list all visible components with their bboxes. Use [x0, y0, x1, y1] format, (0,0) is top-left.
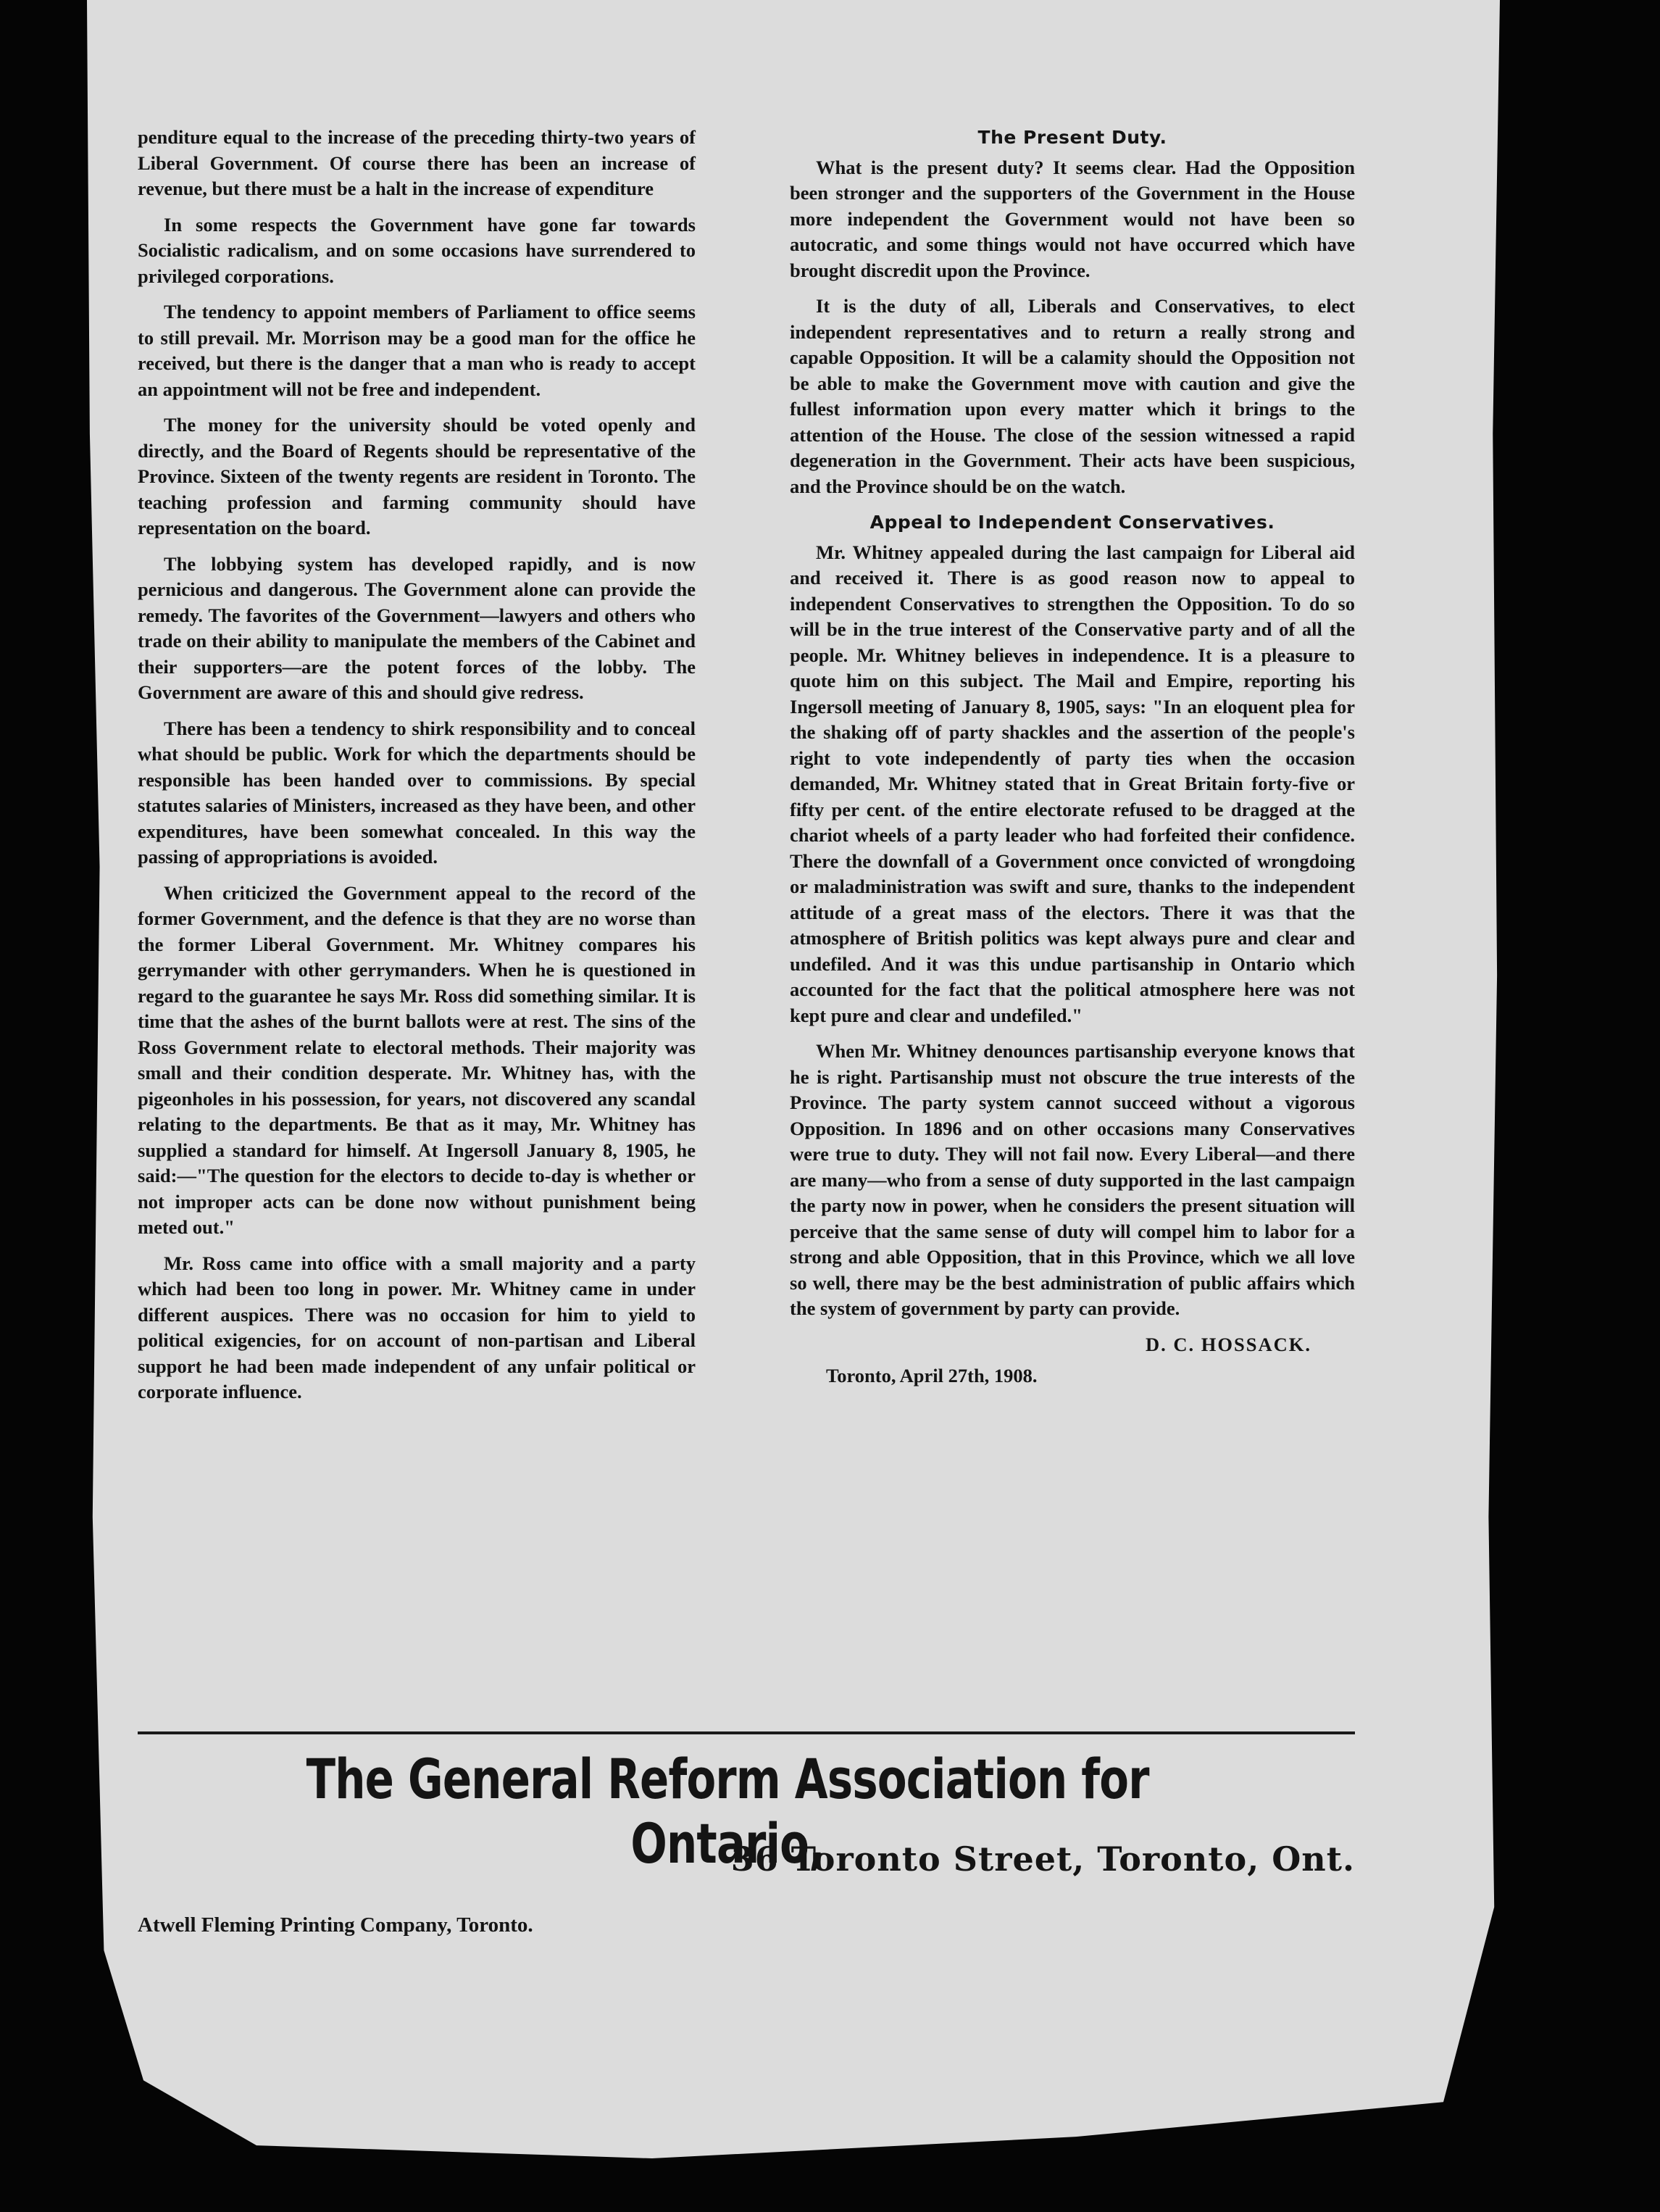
- association-name: The General Reform Association for Ontario,: [306, 1747, 1149, 1876]
- paragraph: What is the present duty? It seems clear. Had the Opposition been stronger and the supporters of the Government in the House more independent the Government would not have been so autocratic, and some things would not have occurred which have brought discredit upon the Province.: [790, 156, 1355, 281]
- paragraph: When criticized the Government appeal to the record of the former Government, and the defence is that they are no worse than the former Liberal Government. Mr. Whitney compares his gerrymander with other gerrymanders. When he is questioned in regard to the guarantee he says Mr. Ross did something similar. It is time that the ashes of the burnt ballots were at rest. The sins of the Ross Government relate to electoral methods. Their majority was small and their condition desperate. Mr. Whitney has, with the pigeonholes in his possession, for years, not discovered any scandal relating to the departments. Be that as it may, Mr. Whitney has supplied a standard for himself. At Ingersoll January 8, 1905, he said:—"The question for the electors to decide to-day is whether or not improper acts can be done now without punishment being meted out.": [138, 881, 696, 1238]
- signature: D. C. HOSSACK.: [1146, 1333, 1311, 1355]
- paragraph: In some respects the Government have gone far towards Socialistic radicalism, and on some occasions have surrendered to privileged corporations.: [138, 213, 696, 287]
- left-column: [138, 125, 696, 1415]
- paragraph: The money for the university should be voted openly and directly, and the Board of Regents should be representative of the Province. Sixteen of the twenty regents are resident in Toronto. The teaching profession and farming community should have representation on the board.: [138, 414, 696, 539]
- paragraph: The tendency to appoint members of Parliament to office seems to still prevail. Mr. Morrison may be a good man for the office he received, but there is the danger that a man who is ready to accept an appointment will not be free and independent.: [138, 301, 696, 400]
- dateline: Toronto, April 27th, 1908.: [826, 1365, 1038, 1386]
- association-address: 36 Toronto Street, Toronto, Ont.: [730, 1839, 1355, 1879]
- document-page: [138, 125, 1355, 1937]
- paragraph: There has been a tendency to shirk responsibility and to conceal what should be public. Work for which the departments should be responsible has been handed over to commissions. By special statutes salaries of Ministers, increased as they have been, and other expenditures, have been somewhat concealed. In this way the passing of appropriations is avoided.: [138, 717, 696, 868]
- paragraph: The lobbying system has developed rapidly, and is now pernicious and dangerous. The Government alone can provide the remedy. The favorites of the Government—lawyers and others who trade on their ability to manipulate the members of the Cabinet and their supporters—are the potent forces of the lobby. The Government are aware of this and should give redress.: [138, 552, 696, 703]
- printer-credit: Atwell Fleming Printing Company, Toronto.: [138, 1913, 533, 1937]
- right-column: [790, 125, 1355, 1389]
- paragraph: penditure equal to the increase of the preceding thirty-two years of Liberal Government. Of course there has been an increase of revenue, but there must be a halt in the increase of expenditure: [138, 126, 696, 199]
- paragraph: Mr. Ross came into office with a small majority and a party which had been too long in power. Mr. Whitney came in under different auspices. There was no occasion for him to yield to political exigencies, for on account of non-partisan and Liberal support he had been made independent of any unfair political or corporate influence.: [138, 1252, 696, 1402]
- paragraph: Mr. Whitney appealed during the last campaign for Liberal aid and received it. There is as good reason now to appeal to independent Conservatives to strengthen the Opposition. To do so will be in the true interest of the Conservative party and of all the people. Mr. Whitney believes in independence. It is a pleasure to quote him on this subject. The Mail and Empire, reporting his Ingersoll meeting of January 8, 1905, says: "In an eloquent plea for the shaking off of party shackles and the assertion of the people's right to vote independently of party ties when the occasion demanded, Mr. Whitney stated that in Great Britain forty-five or fifty per cent. of the entire electorate refused to be dragged at the chariot wheels of a party leader who had forfeited their confidence. There the downfall of a Government once convicted of wrongdoing or maladministration was swift and sure, thanks to the independent attitude of a great mass of the electors. There it was that the atmosphere of British politics was kept always pure and clear and undefiled. And it was this undue partisanship in Ontario which accounted for the fact that the political atmosphere here was not kept pure and clear and undefiled.": [790, 541, 1355, 1026]
- horizontal-rule: [138, 1731, 1355, 1734]
- section-heading-appeal: Appeal to Independent Conservatives.: [869, 512, 1275, 533]
- paragraph: It is the duty of all, Liberals and Conservatives, to elect independent representatives and to return a really strong and capable Opposition. It will be a calamity should the Opposition not be able to make the Government move with caution and give the fullest information upon every matter which it brings to the attention of the House. The close of the session witnessed a rapid degeneration in the Government. Their acts have been suspicious, and the Province should be on the watch.: [790, 295, 1355, 497]
- section-heading-present-duty: The Present Duty.: [977, 127, 1167, 148]
- paragraph: When Mr. Whitney denounces partisanship everyone knows that he is right. Partisanship must not obscure the true interests of the Province. The party system cannot succeed without a vigorous Opposition. In 1896 and on other occasions many Conservatives were true to duty. They will not fail now. Every Liberal—and there are many—who from a sense of duty supported in the last campaign the party now in power, when he considers the present situation will perceive that the same sense of duty will compel him to labor for a strong and able Opposition, that in this Province, which we all love so well, there may be the best administration of public affairs which the system of government by party can provide.: [790, 1040, 1355, 1319]
